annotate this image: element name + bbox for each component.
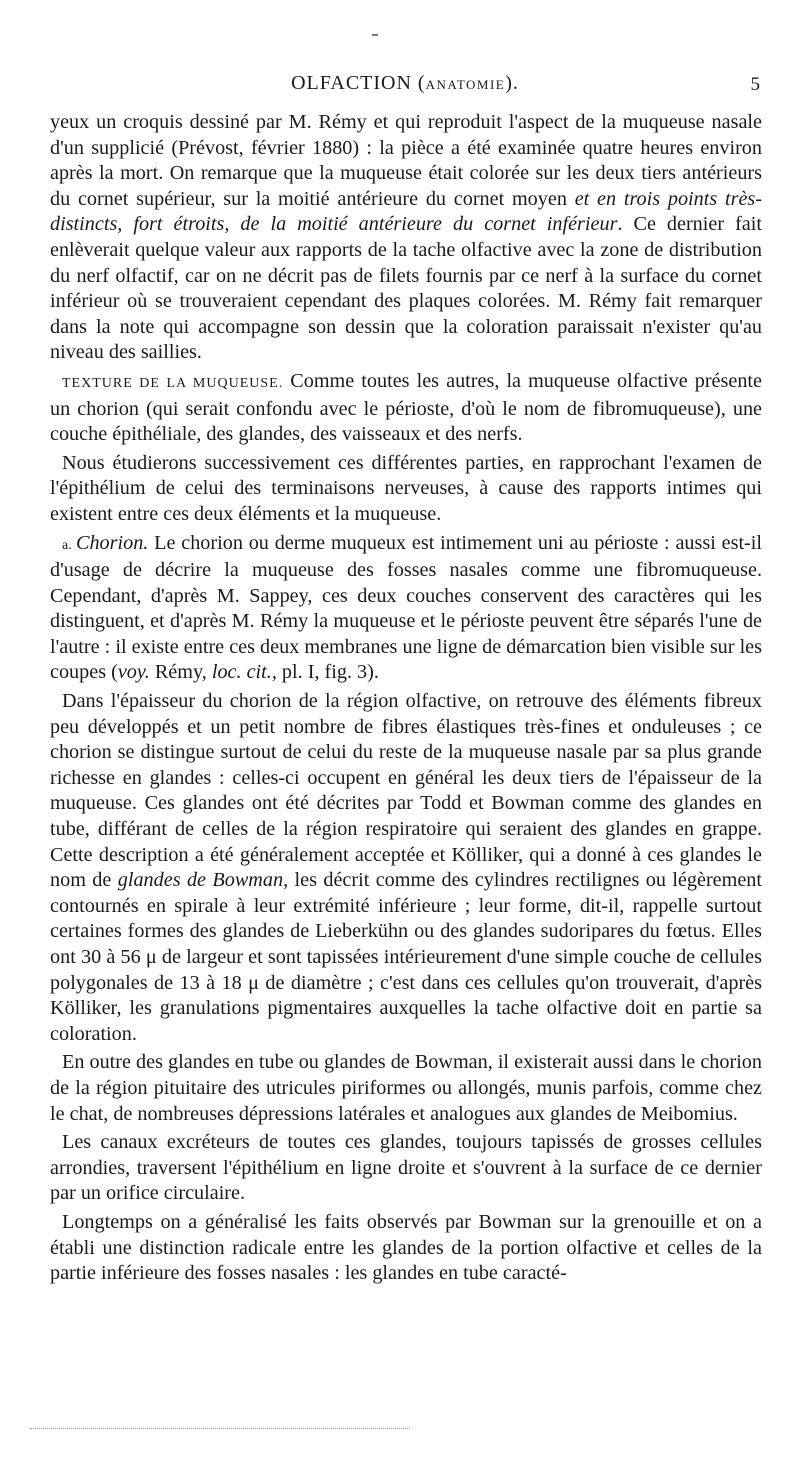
text-segment: glandes de Bowman — [117, 869, 284, 892]
page-header — [48, 72, 762, 102]
paragraph — [50, 1210, 762, 1287]
running-title-subject: ANATOMIE — [425, 77, 506, 92]
text-segment: Nous étudierons successivement ces différentes parties, en rapprochant l'examen de l'épithélium de celui des terminaisons nerveuses, à cause des rapports intimes qui existent entre ces deux éléments et la muqueuse. — [50, 451, 762, 525]
print-mark — [372, 34, 378, 36]
text-segment: En outre des glandes en tube ou glandes de Bowman, il existerait aussi dans le chorion de la région pituitaire des utricules piriformes ou allongés, munis parfois, comme chez le chat, de nombreuses dépressions latérales et analogues aux glandes de Meibomius. — [50, 1051, 762, 1125]
paragraph — [50, 531, 762, 687]
text-segment: et en trois points très-distincts, fort étroits, de la moitié antérieure du cornet inférieur — [50, 187, 762, 236]
text-segment: a. — [62, 537, 76, 553]
text-segment: , les décrit comme des cylindres rectilignes ou légèrement contournés en spirale à leur extrémité inférieure ; leur forme, dit-il, rappelle surtout certaines formes des glandes de Lieberkühn ou des glandes sudoripares du fœtus. Elles ont 30 à 56 μ de largeur et sont tapissées intérieurement d'une simple couche de cellules polygonales de 13 à 18 μ de diamètre ; c'est dans ces cellules qu'on trouverait, d'après Kölliker, les granulations pigmentaires auxquelles la tache olfactive doit en partie sa coloration. — [50, 869, 762, 1045]
text-segment: loc. cit. — [211, 661, 272, 684]
text-segment: Rémy, — [149, 661, 212, 684]
text-segment: Le chorion ou derme muqueux est intimement uni au périoste : aussi est-il d'usage de décrire la muqueuse des fosses nasales comme une fibromuqueuse. Cependant, d'après M. Sappey, ces deux couches conservent des caractères qui les distinguent, et d'après M. Rémy la muqueuse et le périoste peuvent être séparés l'une de l'autre : il existe entre ces deux membranes une ligne de démarcation bien visible sur les coupes ( — [50, 531, 762, 684]
paragraph — [50, 1050, 762, 1127]
text-segment: , pl. I, fig. 3). — [271, 661, 379, 684]
text-segment: Comme toutes les autres, la muqueuse olfactive présente un chorion (qui serait confondu avec le périoste, d'où le nom de fibromuqueuse), une couche épithéliale, des glandes, des vaisseaux et des nerfs. — [50, 369, 762, 446]
paragraph — [50, 451, 762, 528]
footer-dotted-rule — [30, 1428, 410, 1429]
text-segment: yeux un croquis dessiné par M. Rémy et qui reproduit l'aspect de la muqueuse nasale d'un supplicié (Prévost, février 1880) : la pièce a été examinée quatre heures environ après la mort. On remarque que la muqueuse était colorée sur les deux tiers antérieurs du cornet supérieur, sur la moitié antérieure du cornet moyen — [50, 111, 762, 210]
running-title — [48, 72, 762, 95]
paragraph — [50, 689, 762, 1047]
paragraph — [50, 110, 762, 366]
body-text — [50, 110, 762, 1290]
running-title-main: OLFACTION ( — [291, 72, 426, 94]
text-segment: Chorion. — [75, 531, 149, 554]
text-segment: voy. — [117, 661, 150, 684]
text-segment: . Ce dernier fait enlèverait quelque valeur aux rapports de la tache olfactive avec la zone de distribution du nerf olfactif, car on ne décrit pas de filets fournis par ce nerf à la surface du cornet inférieur où se trouveraient cependant des plaques colorées. M. Rémy fait remarquer dans la note qui accompagne son dessin que la coloration paraissait n'exister qu'au niveau des saillies. — [50, 213, 762, 364]
text-segment: Dans l'épaisseur du chorion de la région olfactive, on retrouve des éléments fibreux peu développés et un petit nombre de fibres élastiques très-fines et onduleuses ; ce chorion se distingue surtout de celui du reste de la muqueuse nasale par sa plus grande richesse en glandes : celles-ci occupent en général les deux tiers de l'épaisseur de la muqueuse. Ces glandes ont été décrites par Todd et Bowman comme des glandes en tube, différant de celles de la région respiratoire qui seraient des glandes en grappe. Cette description a été généralement acceptée et Kölliker, qui a donné à ces glandes le nom de — [50, 690, 762, 892]
paragraph — [50, 1130, 762, 1207]
text-segment: Longtemps on a généralisé les faits observés par Bowman sur la grenouille et on a établi une distinction radicale entre les glandes de la portion olfactive et celles de la partie inférieure des fosses nasales : les glandes en tube caracté- — [50, 1210, 762, 1285]
running-title-end: ). — [505, 72, 519, 94]
text-segment: Les canaux excréteurs de toutes ces glandes, toujours tapissés de grosses cellules arrondies, traversent l'épithélium en ligne droite et s'ouvrent à la surface de ce dernier par un orifice circulaire. — [50, 1131, 762, 1205]
paragraph — [50, 369, 762, 448]
section-heading: TEXTURE DE LA MUQUEUSE. — [62, 375, 284, 391]
page-number: 5 — [750, 74, 760, 95]
